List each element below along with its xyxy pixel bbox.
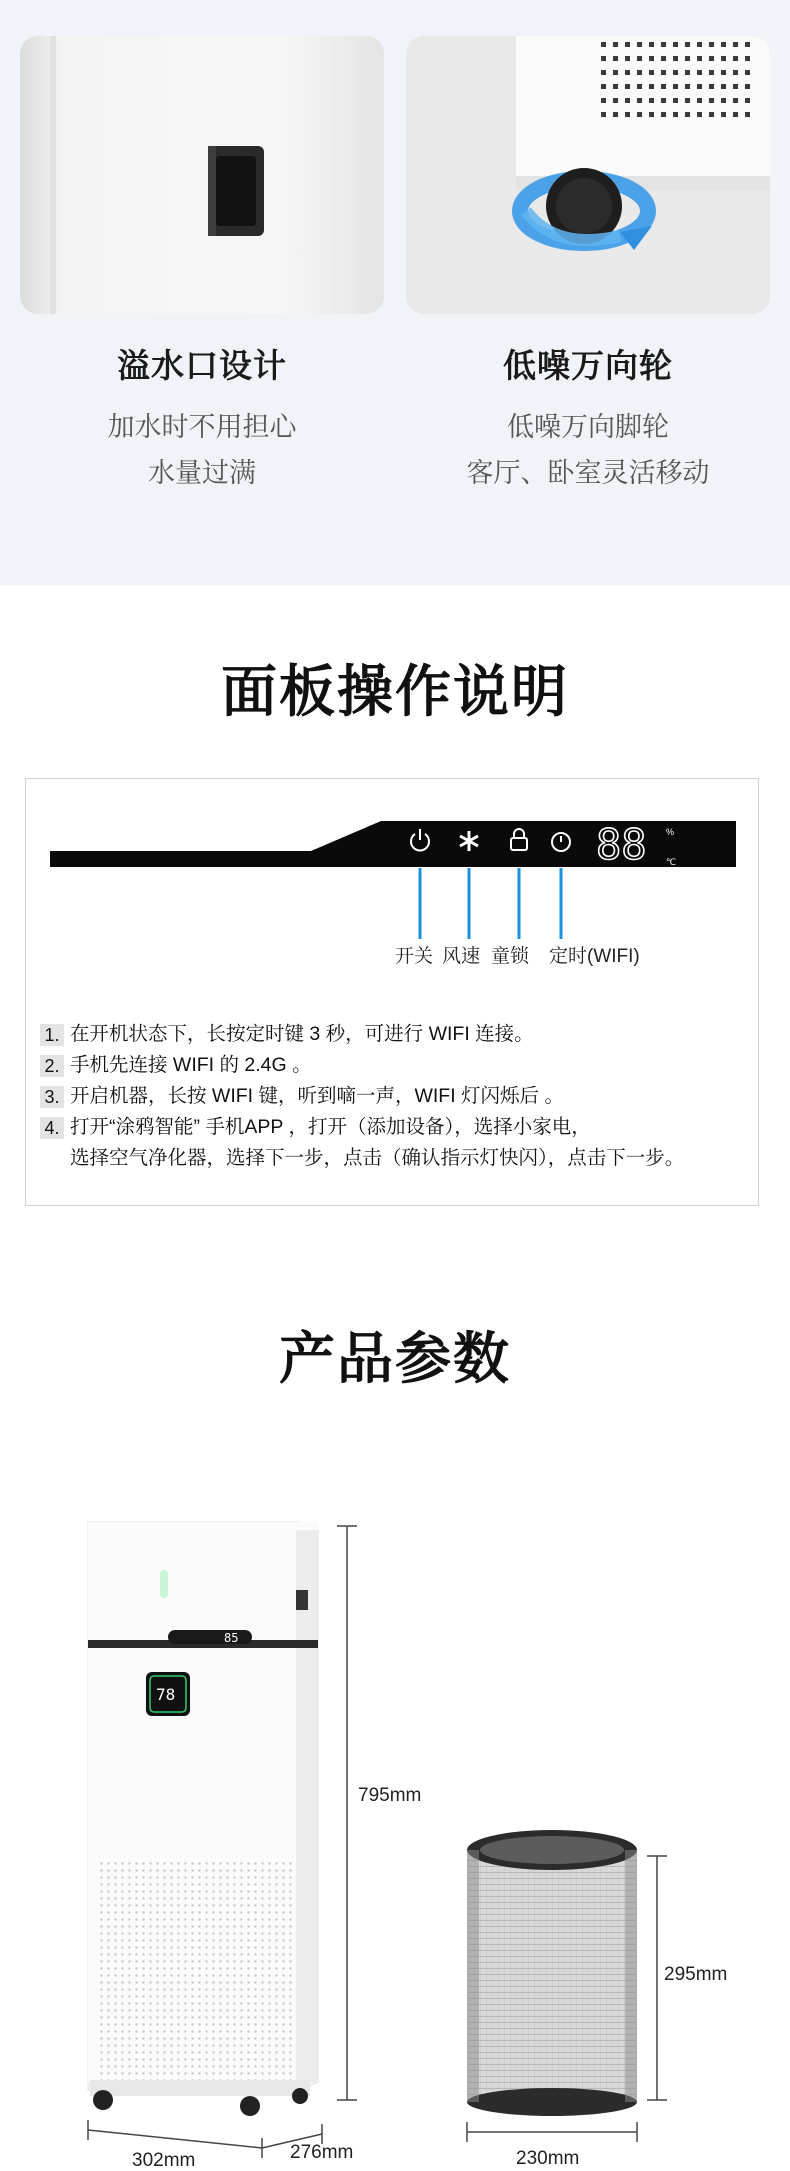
feature-title: 溢水口设计 — [117, 347, 287, 384]
filter-diameter-label: 230mm — [516, 2148, 580, 2169]
control-panel-diagram — [26, 779, 760, 1019]
width-label: 302mm — [132, 2150, 196, 2171]
depth-label: 276mm — [290, 2142, 354, 2163]
label-fan-speed: 风速 — [442, 946, 481, 967]
instruction-steps — [40, 1019, 750, 1174]
label-child-lock: 童锁 — [491, 946, 530, 967]
panel-display-digits: 88 — [596, 820, 647, 869]
overflow-port-image — [20, 36, 384, 314]
percent-unit: % — [666, 827, 675, 837]
filter-height-label: 295mm — [664, 1964, 728, 1985]
instruction-step: 2. 手机先连接 WIFI 的 2.4G 。 — [40, 1050, 750, 1081]
feature-title: 低噪万向轮 — [503, 347, 673, 384]
label-power: 开关 — [395, 946, 434, 967]
instruction-step: 4. 打开“涂鸦智能” 手机APP ，打开（添加设备），选择小家电， 选择空气净化器，选择下一步，点击（确认指示灯快闪），点击下一步。 — [40, 1112, 750, 1174]
svg-text:78: 78 — [156, 1685, 176, 1704]
step-number: 4. — [40, 1117, 64, 1139]
height-label: 795mm — [358, 1785, 422, 1806]
step-number: 3. — [40, 1086, 64, 1108]
features-section — [0, 0, 790, 585]
feature-description: 加水时不用担心 水量过满 — [107, 412, 297, 488]
step-number: 2. — [40, 1055, 64, 1077]
feature-description: 低噪万向脚轮 客厅、卧室灵活移动 — [466, 412, 710, 488]
label-timer-wifi: 定时(WIFI) — [549, 946, 640, 967]
width-depth-dimension-line — [88, 2120, 322, 2158]
panel-section-title: 面板操作说明 — [221, 660, 569, 723]
height-dimension-line — [337, 1526, 357, 2100]
panel-instruction-box — [25, 778, 759, 1206]
celsius-unit: ℃ — [666, 857, 677, 867]
instruction-step: 1. 在开机状态下，长按定时键 3 秒，可进行 WIFI 连接。 — [40, 1019, 750, 1050]
svg-text:85: 85 — [224, 1631, 239, 1645]
instruction-step: 3. 开启机器，长按 WIFI 键，听到嘀一声，WIFI 灯闪烁后 。 — [40, 1081, 750, 1112]
params-section-title: 产品参数 — [279, 1327, 511, 1390]
step-number: 1. — [40, 1024, 64, 1046]
caster-wheel-image — [406, 36, 770, 314]
air-purifier-image — [88, 1522, 318, 2116]
filter-cartridge-image — [467, 1830, 637, 2116]
